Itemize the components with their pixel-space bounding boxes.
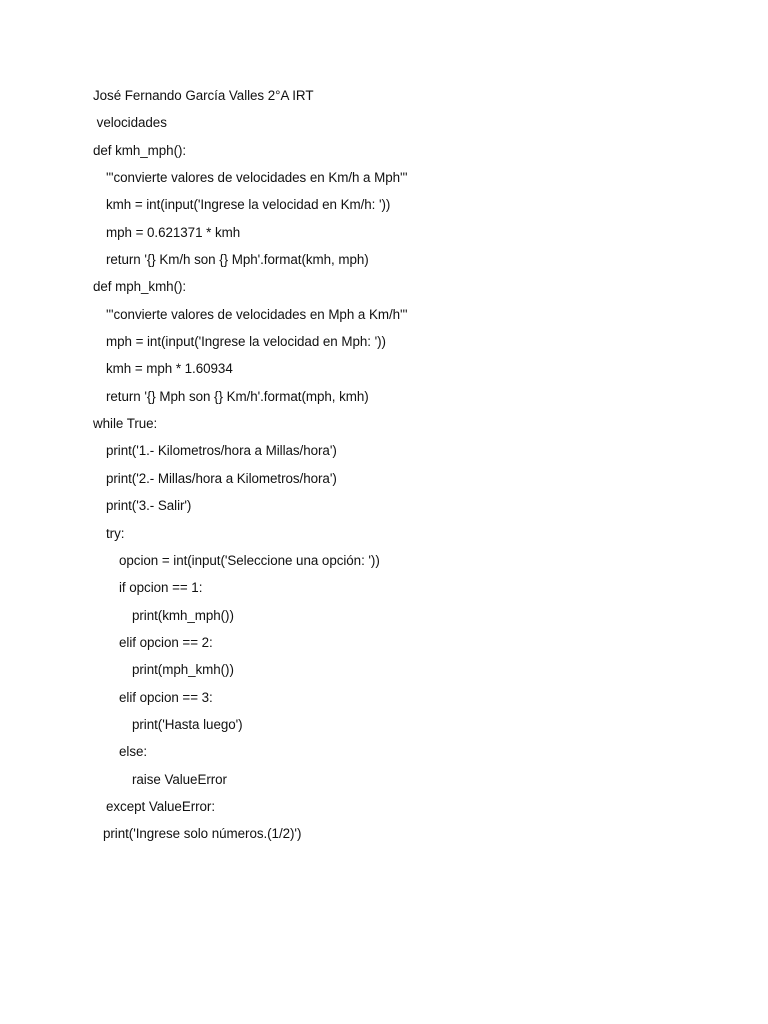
code-line: opcion = int(input('Seleccione una opción: '))	[119, 552, 380, 568]
code-line: return '{} Km/h son {} Mph'.format(kmh, mph)	[106, 252, 369, 268]
code-line: raise ValueError	[132, 771, 227, 787]
code-line: print('1.- Kilometros/hora a Millas/hora')	[106, 443, 337, 459]
code-line: kmh = int(input('Ingrese la velocidad en Km/h: '))	[106, 197, 391, 213]
document-body	[93, 86, 733, 852]
code-line: print('3.- Salir')	[106, 498, 192, 514]
code-line: while True:	[93, 416, 158, 432]
code-line: except ValueError:	[106, 798, 216, 814]
author-line: José Fernando García Valles 2°A IRT	[93, 88, 314, 103]
code-line: print('Ingrese solo números.(1/2)')	[103, 826, 302, 842]
code-line: '''convierte valores de velocidades en Km/h a Mph'''	[106, 170, 408, 186]
code-line: print('Hasta luego')	[132, 716, 243, 732]
code-line: print('2.- Millas/hora a Kilometros/hora')	[106, 470, 337, 486]
code-line: print(kmh_mph())	[132, 607, 234, 623]
code-line: def kmh_mph():	[93, 142, 187, 158]
document-subtitle: velocidades	[93, 115, 167, 131]
code-line: mph = int(input('Ingrese la velocidad en Mph: '))	[106, 334, 386, 350]
code-line: print(mph_kmh())	[132, 662, 234, 678]
code-line: return '{} Mph son {} Km/h'.format(mph, kmh)	[106, 388, 369, 404]
code-line: elif opcion == 2:	[119, 634, 213, 650]
code-line: if opcion == 1:	[119, 580, 203, 596]
code-line: def mph_kmh():	[93, 279, 187, 295]
code-line: '''convierte valores de velocidades en Mph a Km/h'''	[106, 306, 408, 322]
code-line: else:	[119, 744, 148, 760]
code-line: kmh = mph * 1.60934	[106, 361, 233, 377]
code-line: mph = 0.621371 * kmh	[106, 224, 241, 240]
code-line: try:	[106, 525, 125, 541]
code-line: elif opcion == 3:	[119, 689, 213, 705]
